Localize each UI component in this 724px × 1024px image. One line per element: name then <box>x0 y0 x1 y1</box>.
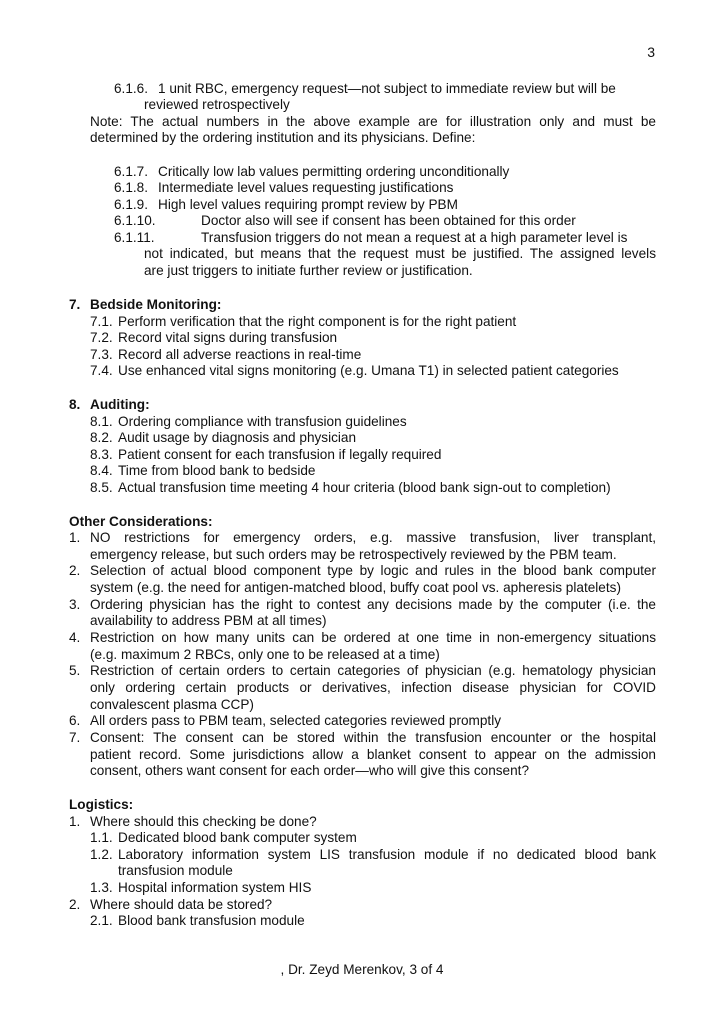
item-text: Critically low lab values permitting ordering unconditionally <box>158 164 510 179</box>
item-text: Hospital information system HIS <box>118 880 312 895</box>
item-text: Dedicated blood bank computer system <box>118 830 357 845</box>
item-6-1-7 <box>114 164 509 181</box>
other-item-7-number: 7. <box>69 730 81 745</box>
note-line-2: determined by the ordering institution and its physicians. Define: <box>90 130 476 145</box>
logistics-item-1-1 <box>90 830 357 847</box>
other-item-2-number: 2. <box>69 563 81 578</box>
item-6-1-8 <box>114 180 453 197</box>
item-text: Record vital signs during transfusion <box>118 330 338 345</box>
page-footer: , Dr. Zeyd Merenkov, 3 of 4 <box>280 962 444 977</box>
item-number: 8.2. <box>90 430 113 445</box>
other-item-5-line-1: Restriction of certain orders to certain categories of physician (e.g. hematology physician <box>90 663 656 678</box>
item-number: 6.1.11. <box>114 230 155 245</box>
other-considerations-heading: Other Considerations: <box>69 514 213 529</box>
section-title: Bedside Monitoring: <box>90 297 222 312</box>
logistics-q2 <box>69 897 272 914</box>
item-text: Where should this checking be done? <box>90 814 317 829</box>
other-item-1-line-2: emergency release, but such orders may be retrospectively reviewed by the PBM team. <box>90 547 617 562</box>
logistics-heading: Logistics: <box>69 797 134 812</box>
logistics-item-1-2 <box>90 847 656 864</box>
item-number: 2. <box>69 897 81 912</box>
item-number: 7.2. <box>90 330 113 345</box>
item-text: Blood bank transfusion module <box>118 913 305 928</box>
section-number: 8. <box>69 397 81 412</box>
item-number: 6.1.10. <box>114 213 156 228</box>
item-number: 8.4. <box>90 463 113 478</box>
item-text: Perform verification that the right component is for the right patient <box>118 314 517 329</box>
item-text: High level values requiring prompt review by PBM <box>158 197 458 212</box>
section-number: 7. <box>69 297 81 312</box>
other-item-7-line-1: Consent: The consent can be stored within the transfusion encounter or the hospital <box>90 730 656 745</box>
item-number: 6.1.7. <box>114 164 149 179</box>
other-item-3-number: 3. <box>69 597 81 612</box>
item-text: Audit usage by diagnosis and physician <box>118 430 357 445</box>
item-6-1-11-cont-2: are just triggers to initiate further review or justification. <box>144 263 473 278</box>
item-6-1-6-cont: reviewed retrospectively <box>144 97 290 112</box>
item-6-1-6 <box>114 81 656 98</box>
item-text: 1 unit RBC, emergency request—not subject to immediate review but will be <box>158 81 616 96</box>
other-item-6-number: 6. <box>69 713 81 728</box>
item-7-4 <box>90 363 619 380</box>
logistics-item-1-2-cont: transfusion module <box>118 863 233 878</box>
other-item-2-line-2: system (e.g. the need for antigen-matched blood, buffy coat pool vs. apheresis platelets) <box>90 580 621 595</box>
other-item-4-line-2: (e.g. maximum 2 RBCs, only one to be released at a time) <box>90 647 440 662</box>
item-text: Patient consent for each transfusion if legally required <box>118 447 442 462</box>
item-number: 2.1. <box>90 913 113 928</box>
item-number: 7.3. <box>90 347 113 362</box>
item-text: Transfusion triggers do not mean a request at a high parameter level is <box>201 230 628 245</box>
other-item-5-number: 5. <box>69 663 81 678</box>
other-item-7-line-3: consent, others want consent for each order—who will give this consent? <box>90 763 530 778</box>
item-number: 1.3. <box>90 880 113 895</box>
item-8-4 <box>90 463 315 480</box>
item-number: 8.1. <box>90 414 113 429</box>
note-line-1: Note: The actual numbers in the above example are for illustration only and must be <box>90 114 656 129</box>
item-8-2 <box>90 430 356 447</box>
item-number: 7.4. <box>90 363 113 378</box>
section-8-heading <box>69 397 150 414</box>
other-item-1-number: 1. <box>69 530 81 545</box>
other-item-5-line-2: only ordering certain products or derivatives, infection disease physician for COVID <box>90 680 656 695</box>
item-7-2 <box>90 330 337 347</box>
item-number: 8.5. <box>90 480 113 495</box>
other-item-4-number: 4. <box>69 630 81 645</box>
item-6-1-10 <box>114 213 576 230</box>
item-8-1 <box>90 414 407 431</box>
logistics-item-1-3 <box>90 880 311 897</box>
item-number: 6.1.8. <box>114 180 149 195</box>
item-6-1-9 <box>114 197 458 214</box>
item-7-1 <box>90 314 516 331</box>
item-text: Ordering compliance with transfusion guidelines <box>118 414 407 429</box>
item-6-1-11 <box>114 230 627 247</box>
logistics-q1 <box>69 814 317 831</box>
other-item-3-line-1: Ordering physician has the right to contest any decisions made by the computer (i.e. the <box>90 597 656 612</box>
other-item-4-line-1: Restriction on how many units can be ordered at one time in non-emergency situations <box>90 630 656 645</box>
item-text: Record all adverse reactions in real-time <box>118 347 362 362</box>
item-text: Laboratory information system LIS transfusion module if no dedicated blood bank <box>118 847 656 862</box>
other-item-3-line-2: availability to address PBM at all times) <box>90 613 327 628</box>
item-number: 1.1. <box>90 830 113 845</box>
item-text: Time from blood bank to bedside <box>118 463 316 478</box>
other-item-1-line-1: NO restrictions for emergency orders, e.g. massive transfusion, liver transplant, <box>90 530 656 545</box>
item-number: 6.1.9. <box>114 197 149 212</box>
item-8-3 <box>90 447 441 464</box>
item-text: Intermediate level values requesting justifications <box>158 180 454 195</box>
logistics-item-2-1 <box>90 913 305 930</box>
section-7-heading <box>69 297 221 314</box>
item-8-5 <box>90 480 611 497</box>
item-text: Use enhanced vital signs monitoring (e.g. Umana T1) in selected patient categories <box>118 363 619 378</box>
item-number: 8.3. <box>90 447 113 462</box>
item-6-1-11-cont-1: not indicated, but means that the request must be justified. The assigned levels <box>144 246 656 261</box>
page-number: 3 <box>647 44 655 60</box>
other-item-2-line-1: Selection of actual blood component type by logic and rules in the blood bank computer <box>90 563 656 578</box>
item-text: Doctor also will see if consent has been obtained for this order <box>201 213 576 228</box>
other-item-7-line-2: patient record. Some jurisdictions allow a blanket consent to appear on the admission <box>90 747 656 762</box>
item-text: Actual transfusion time meeting 4 hour criteria (blood bank sign-out to completion) <box>118 480 611 495</box>
item-number: 1.2. <box>90 847 113 862</box>
item-number: 7.1. <box>90 314 113 329</box>
other-item-6-line-1: All orders pass to PBM team, selected categories reviewed promptly <box>90 713 502 728</box>
item-7-3 <box>90 347 361 364</box>
other-item-5-line-3: convalescent plasma CCP) <box>90 697 254 712</box>
item-number: 6.1.6. <box>114 81 149 96</box>
item-number: 1. <box>69 814 81 829</box>
item-text: Where should data be stored? <box>90 897 273 912</box>
section-title: Auditing: <box>90 397 150 412</box>
